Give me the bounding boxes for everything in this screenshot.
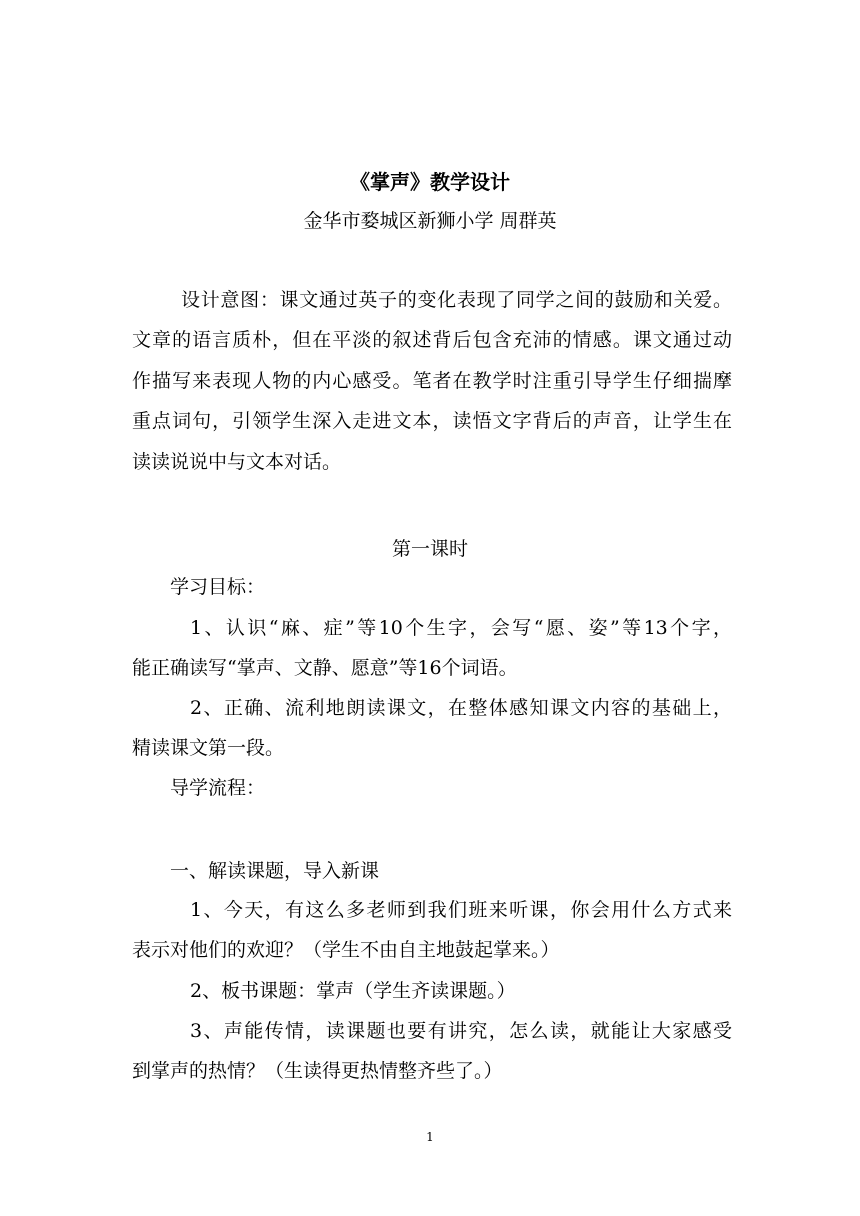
objective-1-line-1: 1、认识“麻、症”等10个生字，会写“愿、姿”等13个字， bbox=[190, 617, 732, 639]
author-line: 金华市婺城区新狮小学 周群英 bbox=[303, 210, 557, 232]
intent-line-5: 读读说说中与文本对话。 bbox=[132, 451, 342, 473]
step-2: 2、板书课题：掌声（学生齐读课题。） bbox=[190, 980, 516, 1002]
intent-line-2: 文章的语言质朴，但在平淡的叙述背后包含充沛的情感。课文通过动 bbox=[132, 329, 732, 351]
objective-2-line-1: 2、正确、流利地朗读课文，在整体感知课文内容的基础上， bbox=[190, 697, 732, 719]
step-1-line-1: 1、今天，有这么多老师到我们班来听课，你会用什么方式来 bbox=[190, 899, 732, 921]
process-label: 导学流程： bbox=[170, 777, 266, 799]
objectives-label: 学习目标： bbox=[170, 576, 266, 598]
document-title: 《掌声》教学设计 bbox=[350, 170, 510, 194]
page-number: 1 bbox=[426, 1130, 434, 1144]
lesson-heading: 第一课时 bbox=[391, 538, 468, 560]
step-3-line-1: 3、声能传情，读课题也要有讲究，怎么读，就能让大家感受 bbox=[190, 1020, 732, 1042]
step-3-line-2: 到掌声的热情？（生读得更热情整齐些了。） bbox=[132, 1060, 503, 1082]
objective-1-line-2: 能正确读写“掌声、文静、愿意”等16个词语。 bbox=[132, 657, 518, 679]
step-1-line-2: 表示对他们的欢迎？（学生不由自主地鼓起掌来。） bbox=[132, 939, 560, 961]
intent-line-3: 作描写来表现人物的内心感受。笔者在教学时注重引导学生仔细揣摩 bbox=[132, 370, 732, 392]
section-1-heading: 一、解读课题，导入新课 bbox=[170, 860, 380, 882]
intent-line-4: 重点词句，引领学生深入走进文本，读悟文字背后的声音，让学生在 bbox=[132, 410, 732, 432]
objective-2-line-2: 精读课文第一段。 bbox=[132, 737, 285, 759]
intent-line-1: 设计意图：课文通过英子的变化表现了同学之间的鼓励和关爱。 bbox=[181, 289, 732, 311]
